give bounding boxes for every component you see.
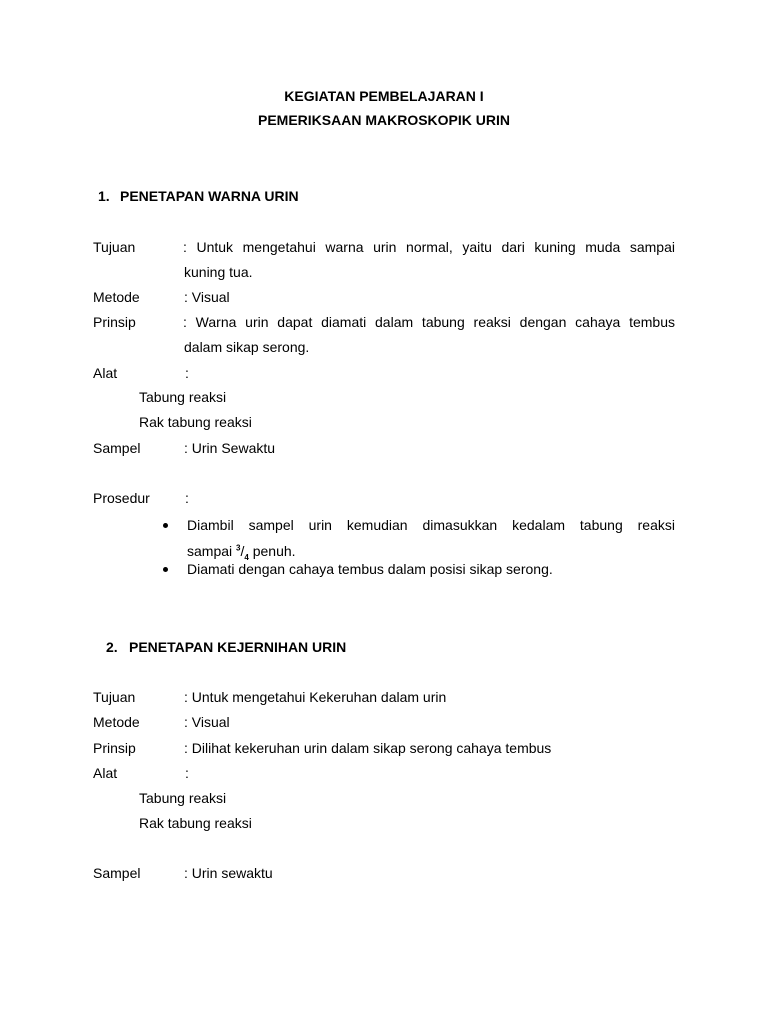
alat-item: Tabung reaksi bbox=[139, 790, 227, 806]
document-title-line2: PEMERIKSAAN MAKROSKOPIK URIN bbox=[257, 112, 510, 128]
metode-value: : Visual bbox=[184, 714, 230, 730]
alat-item: Rak tabung reaksi bbox=[139, 414, 252, 430]
section-1-number: 1. bbox=[98, 188, 110, 204]
bullet-icon bbox=[163, 567, 168, 572]
section-1-heading: PENETAPAN WARNA URIN bbox=[120, 188, 299, 204]
section-2-number: 2. bbox=[106, 639, 118, 655]
tujuan-value-line1: : Untuk mengetahui warna urin normal, yaitu dari kuning muda sampai bbox=[183, 239, 675, 255]
prosedur-colon: : bbox=[185, 490, 189, 506]
metode-label: Metode bbox=[93, 714, 140, 730]
metode-value: : Visual bbox=[184, 289, 230, 305]
sampel-value: : Urin Sewaktu bbox=[184, 440, 276, 456]
alat-label: Alat bbox=[93, 765, 118, 781]
fraction-slash: / bbox=[240, 543, 245, 559]
alat-item: Rak tabung reaksi bbox=[139, 815, 252, 831]
section-2-heading: PENETAPAN KEJERNIHAN URIN bbox=[129, 639, 347, 655]
prosedur-label: Prosedur bbox=[93, 490, 150, 506]
metode-label: Metode bbox=[93, 289, 140, 305]
tujuan-label: Tujuan bbox=[93, 239, 136, 255]
prinsip-label: Prinsip bbox=[93, 740, 136, 756]
sampel-label: Sampel bbox=[93, 865, 141, 881]
fraction-denominator: 4 bbox=[244, 552, 249, 562]
bullet-icon bbox=[163, 523, 168, 528]
document-title-line1: KEGIATAN PEMBELAJARAN I bbox=[284, 88, 484, 104]
prosedur-step-2: Diamati dengan cahaya tembus dalam posisi sikap serong. bbox=[187, 561, 553, 577]
prinsip-label: Prinsip bbox=[93, 314, 136, 330]
tujuan-label: Tujuan bbox=[93, 689, 136, 705]
prosedur-step-1-line1: Diambil sampel urin kemudian dimasukkan kedalam tabung reaksi bbox=[187, 517, 675, 533]
tujuan-value: : Untuk mengetahui Kekeruhan dalam urin bbox=[184, 689, 447, 705]
alat-colon: : bbox=[185, 365, 189, 381]
prinsip-value-line2: dalam sikap serong. bbox=[184, 339, 310, 355]
prinsip-value: : Dilihat kekeruhan urin dalam sikap serong cahaya tembus bbox=[184, 740, 552, 756]
prosedur-step-1-line2: sampai $^3/_4$ penuh. bbox=[187, 543, 296, 562]
sampel-label: Sampel bbox=[93, 440, 141, 456]
prinsip-value-line1: : Warna urin dapat diamati dalam tabung reaksi dengan cahaya tembus bbox=[183, 314, 675, 330]
alat-colon: : bbox=[185, 765, 189, 781]
tujuan-value-line2: kuning tua. bbox=[184, 264, 253, 280]
fraction-numerator: 3 bbox=[236, 543, 241, 553]
alat-label: Alat bbox=[93, 365, 118, 381]
alat-item: Tabung reaksi bbox=[139, 389, 227, 405]
sampel-value: : Urin sewaktu bbox=[184, 865, 273, 881]
